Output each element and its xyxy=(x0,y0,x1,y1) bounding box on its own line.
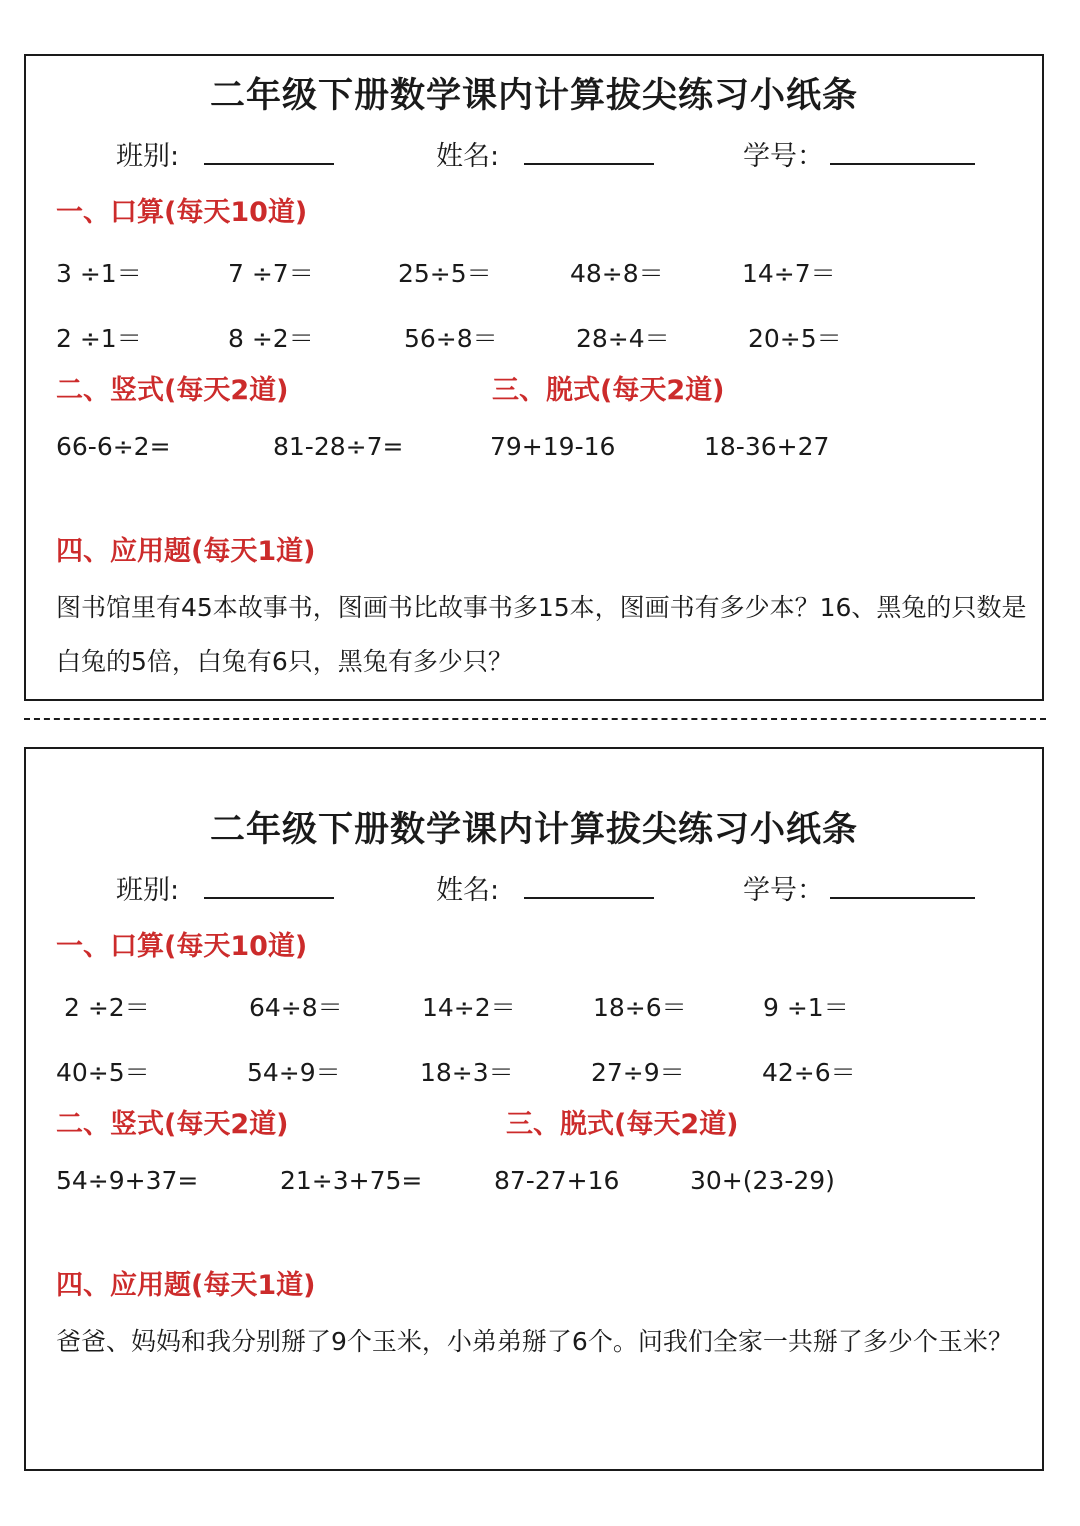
oral-question: 8 ÷2＝ xyxy=(228,324,314,353)
oral-question: 14÷2＝ xyxy=(422,993,516,1022)
section-offstep: 三、脱式(每天2道) xyxy=(506,1109,739,1140)
practice-slip-2 xyxy=(24,747,1044,1471)
oral-question: 7 ÷7＝ xyxy=(228,259,314,288)
cut-line xyxy=(24,718,1046,720)
oral-question: 9 ÷1＝ xyxy=(763,993,849,1022)
oral-question: 56÷8＝ xyxy=(404,324,498,353)
oral-question: 54÷9＝ xyxy=(247,1058,341,1087)
name-label: 姓名: xyxy=(436,875,500,906)
section-offstep: 三、脱式(每天2道) xyxy=(492,375,725,406)
student-number-blank[interactable] xyxy=(830,163,975,165)
oral-question: 27÷9＝ xyxy=(591,1058,685,1087)
oral-question: 18÷6＝ xyxy=(593,993,687,1022)
student-number-blank[interactable] xyxy=(830,897,975,899)
vertical-question: 54÷9+37= xyxy=(56,1166,199,1195)
class-label: 班别: xyxy=(116,875,180,906)
oral-question: 64÷8＝ xyxy=(249,993,343,1022)
oral-question: 2 ÷2＝ xyxy=(64,993,150,1022)
oral-question: 28÷4＝ xyxy=(576,324,670,353)
oral-question: 18÷3＝ xyxy=(420,1058,514,1087)
section-application: 四、应用题(每天1道) xyxy=(56,1270,316,1301)
class-blank[interactable] xyxy=(204,163,334,165)
offstep-question: 18-36+27 xyxy=(704,432,830,461)
name-label: 姓名: xyxy=(436,141,500,172)
oral-question: 40÷5＝ xyxy=(56,1058,150,1087)
class-label: 班别: xyxy=(116,141,180,172)
section-oral: 一、口算(每天10道) xyxy=(56,931,308,962)
oral-question: 14÷7＝ xyxy=(742,259,836,288)
oral-question: 48÷8＝ xyxy=(570,259,664,288)
student-number-label: 学号： xyxy=(743,875,824,906)
section-application: 四、应用题(每天1道) xyxy=(56,536,316,567)
offstep-question: 30+(23-29) xyxy=(690,1166,835,1195)
name-blank[interactable] xyxy=(524,897,654,899)
vertical-question: 81-28÷7= xyxy=(273,432,404,461)
oral-question: 2 ÷1＝ xyxy=(56,324,142,353)
slip-title: 二年级下册数学课内计算拔尖练习小纸条 xyxy=(209,76,858,116)
slip-title: 二年级下册数学课内计算拔尖练习小纸条 xyxy=(209,810,858,850)
oral-question: 42÷6＝ xyxy=(762,1058,856,1087)
oral-question: 20÷5＝ xyxy=(748,324,842,353)
offstep-question: 79+19-16 xyxy=(490,432,616,461)
student-number-label: 学号： xyxy=(743,141,824,172)
name-blank[interactable] xyxy=(524,163,654,165)
vertical-question: 21÷3+75= xyxy=(280,1166,423,1195)
section-vertical: 二、竖式(每天2道) xyxy=(56,375,289,406)
vertical-question: 66-6÷2= xyxy=(56,432,171,461)
practice-slip-1 xyxy=(24,54,1044,701)
application-problem: 图书馆里有45本故事书，图画书比故事书多15本，图画书有多少本？16、黑兔的只数是白兔的5倍，白兔有6只，黑兔有多少只？ xyxy=(56,593,1027,676)
section-vertical: 二、竖式(每天2道) xyxy=(56,1109,289,1140)
section-oral: 一、口算(每天10道) xyxy=(56,197,308,228)
oral-question: 3 ÷1＝ xyxy=(56,259,142,288)
class-blank[interactable] xyxy=(204,897,334,899)
offstep-question: 87-27+16 xyxy=(494,1166,620,1195)
application-problem: 爸爸、妈妈和我分别掰了9个玉米，小弟弟掰了6个。问我们全家一共掰了多少个玉米？ xyxy=(56,1327,1013,1356)
oral-question: 25÷5＝ xyxy=(398,259,492,288)
